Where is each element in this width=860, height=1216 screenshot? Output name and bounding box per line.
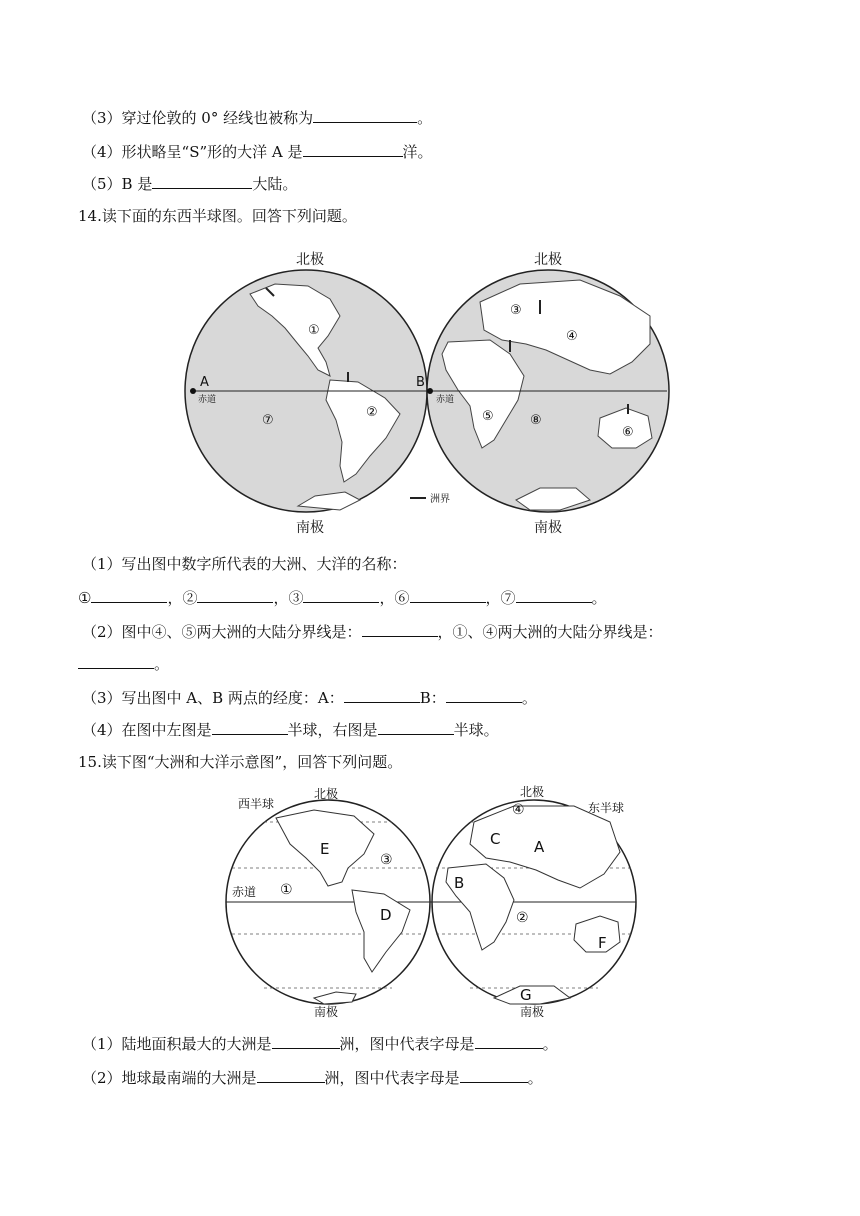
answer-blank[interactable] (303, 586, 379, 603)
label-a: A (534, 838, 545, 856)
answer-blank[interactable] (446, 686, 522, 703)
east-hemisphere-label: 东半球 (588, 801, 625, 815)
q14-sub3: （3）写出图中 A、B 两点的经度：A： B： 。 (82, 686, 537, 708)
south-pole-right-label: 南极 (520, 1005, 545, 1019)
q15-title: 15.读下图“大洲和大洋示意图”，回答下列问题。 (78, 753, 403, 771)
east-west-hemisphere-map (180, 244, 680, 540)
south-pole-right-label: 南极 (534, 520, 562, 536)
answer-blank[interactable] (410, 586, 486, 603)
answer-blank[interactable] (460, 1066, 528, 1083)
answer-blank[interactable] (362, 620, 438, 637)
equator-right-label: 赤道 (436, 395, 455, 405)
answer-blank[interactable] (344, 686, 420, 703)
continents-oceans-map (224, 782, 644, 1022)
label-8: ⑧ (530, 413, 542, 428)
q14-sub2: （2）图中④、⑤两大洲的大陆分界线是： ，①、④两大洲的大陆分界线是： (82, 620, 663, 642)
label-o3: ③ (380, 852, 393, 868)
south-pole-left-label: 南极 (296, 520, 324, 536)
answer-blank[interactable] (257, 1066, 325, 1083)
answer-blank[interactable] (212, 718, 288, 735)
q15-sub2: （2）地球最南端的大洲是 洲，图中代表字母是 。 (82, 1066, 543, 1088)
label-1: ① (308, 323, 320, 338)
north-pole-right-label: 北极 (534, 252, 562, 268)
q15-sub1: （1）陆地面积最大的大洲是 洲，图中代表字母是 。 (82, 1032, 558, 1054)
label-o2: ② (516, 910, 529, 926)
point-a-label: A (200, 375, 209, 390)
label-d: D (380, 906, 392, 924)
north-pole-left-label: 北极 (296, 252, 324, 268)
answer-blank[interactable] (516, 586, 592, 603)
label-c: C (490, 830, 501, 848)
point-a-dot (190, 388, 196, 394)
equator-label: 赤道 (232, 885, 257, 899)
label-f: F (598, 934, 607, 952)
label-o4: ④ (512, 802, 525, 818)
north-pole-right-label: 北极 (520, 785, 545, 799)
answer-blank[interactable] (313, 106, 417, 123)
answer-blank[interactable] (378, 718, 454, 735)
answer-blank[interactable] (91, 586, 167, 603)
q13-sub3: （3）穿过伦敦的 0° 经线也被称为 。 (82, 106, 432, 128)
answer-blank[interactable] (272, 1032, 340, 1049)
label-4: ④ (566, 329, 578, 344)
answer-blank[interactable] (197, 586, 273, 603)
answer-blank[interactable] (303, 140, 403, 157)
q14-sub1-answers: ① ，② ，③ ，⑥ ，⑦ 。 (78, 586, 607, 608)
label-g: G (520, 986, 532, 1004)
answer-blank[interactable] (78, 652, 154, 669)
label-5: ⑤ (482, 409, 494, 424)
label-e: E (320, 840, 330, 858)
west-hemisphere-label: 西半球 (238, 797, 275, 811)
equator-left-label: 赤道 (198, 395, 217, 405)
answer-blank[interactable] (152, 172, 252, 189)
q14-title: 14.读下面的东西半球图。回答下列问题。 (78, 207, 357, 225)
north-pole-left-label: 北极 (314, 787, 339, 801)
answer-blank[interactable] (475, 1032, 543, 1049)
label-2: ② (366, 405, 378, 420)
label-7: ⑦ (262, 413, 274, 428)
label-o1: ① (280, 882, 293, 898)
q13-sub4: （4）形状略呈“S”形的大洋 A 是 洋。 (82, 140, 433, 162)
point-b-dot (427, 388, 433, 394)
point-b-label: B (416, 375, 425, 390)
label-6: ⑥ (622, 425, 634, 440)
south-pole-left-label: 南极 (314, 1005, 339, 1019)
legend-label: 洲界 (430, 494, 450, 505)
q13-sub5: （5）B 是 大陆。 (82, 172, 297, 194)
label-b: B (454, 874, 465, 892)
label-3: ③ (510, 303, 522, 318)
q14-sub4: （4）在图中左图是 半球，右图是 半球。 (82, 718, 499, 740)
q14-sub2-cont: 。 (78, 652, 169, 674)
q14-sub1: （1）写出图中数字所代表的大洲、大洋的名称： (82, 555, 407, 573)
